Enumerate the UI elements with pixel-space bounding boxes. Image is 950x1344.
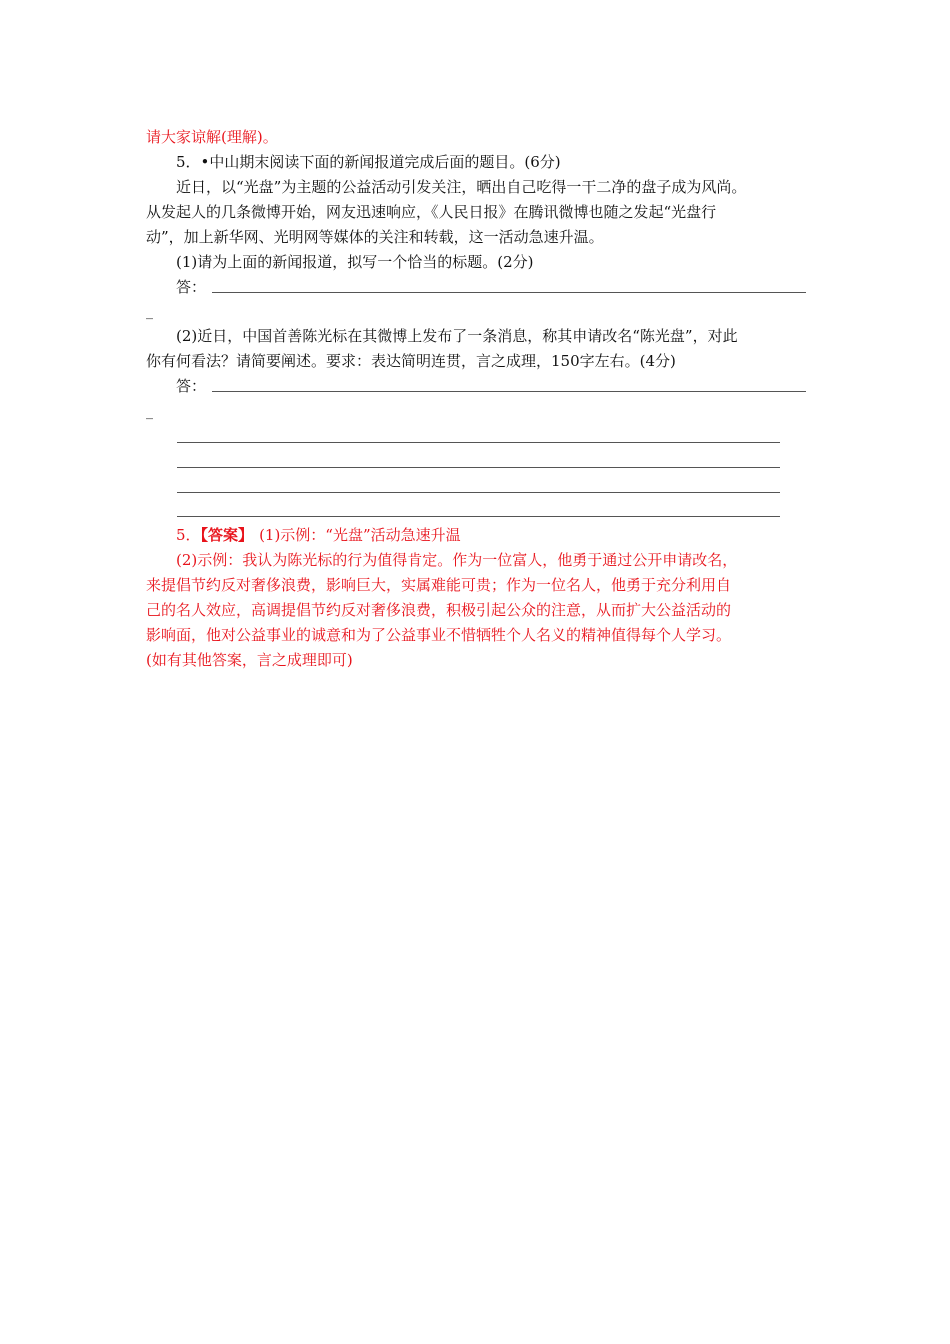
line-stub: _ [146, 404, 153, 420]
answer-part-1-text: (1)示例：“光盘”活动急速升温 [259, 526, 461, 544]
sub-question-2-prompt: (2)近日，中国首善陈光标在其微博上发布了一条消息，称其申请改名“陈光盘”，对此 [176, 327, 738, 345]
passage-line: 动”，加上新华网、光明网等媒体的关注和转载，这一活动急速升温。 [146, 228, 604, 246]
answer-rule [177, 492, 780, 493]
answer-part-2-line: (2)示例：我认为陈光标的行为值得肯定。作为一位富人，他勇于通过公开申请改名， [176, 551, 738, 569]
passage-line: 近日，以“光盘”为主题的公益活动引发关注，晒出自己吃得一干二净的盘子成为风尚。 [176, 178, 747, 196]
answer-number: 5． [176, 526, 201, 544]
sub-question-1-prompt: (1)请为上面的新闻报道，拟写一个恰当的标题。(2分) [176, 253, 534, 271]
answer-part-2-line: 己的名人效应，高调提倡节约反对奢侈浪费，积极引起公众的注意，从而扩大公益活动的 [146, 601, 732, 619]
passage-line: 从发起人的几条微博开始，网友迅速响应，《人民日报》在腾讯微博也随之发起“光盘行 [146, 203, 717, 221]
answer-label: 答： [176, 278, 207, 296]
carryover-line: 请大家谅解(理解)。 [146, 128, 278, 146]
answer-rule [177, 516, 780, 517]
answer-rule [212, 391, 806, 392]
answer-tag: 【答案】 [200, 526, 254, 544]
line-stub: _ [146, 304, 153, 320]
sub-question-2-prompt: 你有何看法？请简要阐述。要求：表达简明连贯，言之成理，150字左右。(4分) [146, 352, 676, 370]
answer-part-2-line: 来提倡节约反对奢侈浪费，影响巨大，实属难能可贵；作为一位名人，他勇于充分利用自 [146, 576, 732, 594]
answer-part-1 [176, 524, 461, 546]
answer-rule [212, 292, 806, 293]
answer-rule [177, 467, 780, 468]
question-heading: 5．•中山期末阅读下面的新闻报道完成后面的题目。(6分) [176, 153, 561, 171]
answer-note: (如有其他答案，言之成理即可) [146, 651, 353, 669]
answer-rule [177, 442, 780, 443]
answer-label: 答： [176, 377, 207, 395]
answer-part-2-line: 影响面，他对公益事业的诚意和为了公益事业不惜牺牲个人名义的精神值得每个人学习。 [146, 626, 732, 644]
